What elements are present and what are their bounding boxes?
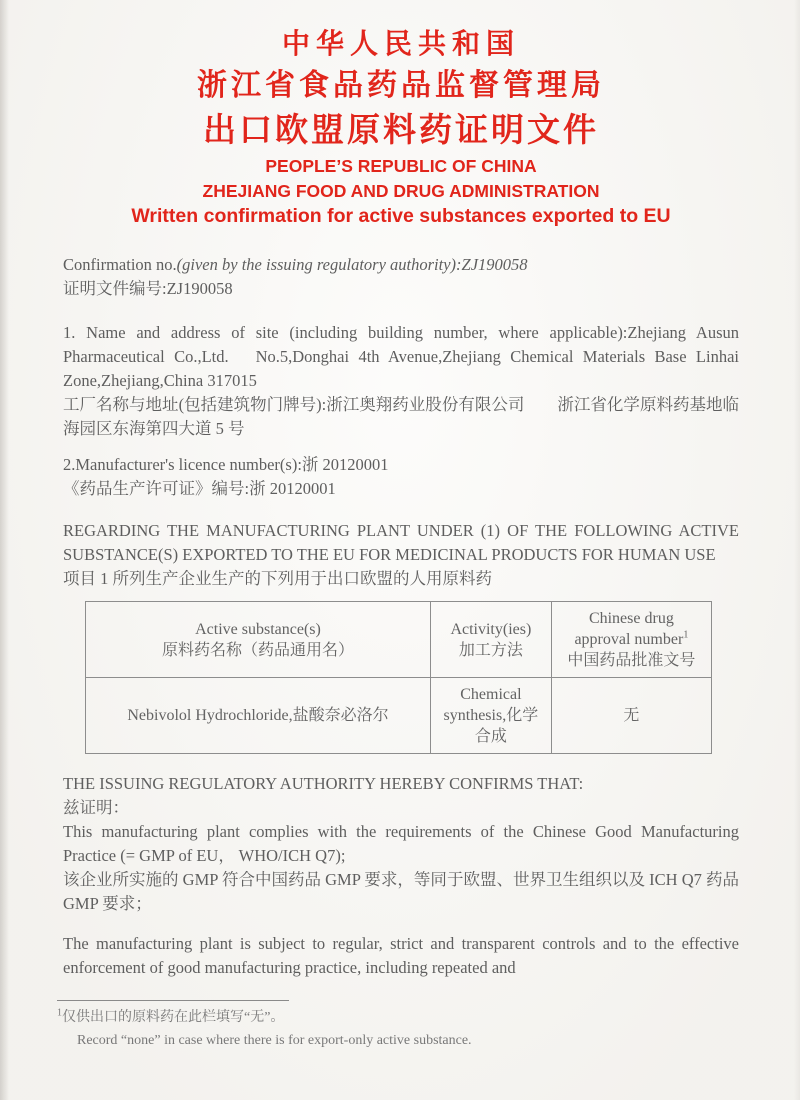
confirmation-no-label: Confirmation no. [63, 255, 177, 274]
title-en-doc: Written confirmation for active substances exported to EU [131, 205, 671, 227]
footnote-line-en: Record “none” in case where there is for export-only active substance. [77, 1033, 472, 1048]
substances-table [85, 601, 712, 754]
table-header-row [86, 602, 712, 678]
gmp-paragraph-cn: 该企业所实施的 GMP 符合中国药品 GMP 要求，等同于欧盟、世界卫生组织以及 ICH Q7 药品 GMP 要求； [63, 870, 739, 913]
title-cn-doc: 出口欧盟原料药证明文件 [203, 113, 599, 149]
title-en-authority: ZHEJIANG FOOD AND DRUG ADMINISTRATION [202, 181, 600, 201]
footnote-block [57, 1000, 617, 1052]
licence-number-cn: 《药品生产许可证》编号:浙 20120001 [63, 479, 336, 498]
site-address-block [63, 321, 739, 441]
site-address-en: 1. Name and address of site (including building number, where applicable):Zhejiang Ausun Pharmaceutical Co.,Ltd. No.5,Donghai 4th Avenue,Zhejiang Chemical Materials Base Linhai Zone,Zhejiang,China 317015 [63, 323, 739, 390]
confirms-heading-cn: 兹证明： [63, 798, 129, 817]
approval-header-cn: 中国药品批准文号 [567, 652, 696, 669]
title-en-country: PEOPLE’S REPUBLIC OF CHINA [265, 156, 537, 176]
title-cn-authority: 浙江省食品药品监督管理局 [197, 69, 605, 102]
controls-paragraph-en: The manufacturing plant is subject to regular, strict and transparent controls and to the effective enforcement of good manufacturing practice, including repeated and [63, 934, 739, 977]
cell-active-substance: Nebivolol Hydrochloride,盐酸奈必洛尔 [86, 678, 431, 754]
approval-header-line2-text: approval number [574, 631, 684, 648]
regarding-en: REGARDING THE MANUFACTURING PLANT UNDER (1) OF THE FOLLOWING ACTIVE SUBSTANCE(S) EXPORTED TO THE EU FOR MEDICINAL PRODUCTS FOR HUMAN USE [63, 521, 739, 564]
activity-header-en: Activity(ies) [450, 620, 532, 638]
footnote-ref-mark: 1 [683, 629, 689, 641]
header-cell-approval-number [551, 602, 711, 678]
header-cell-activity [431, 602, 552, 678]
footnote-cn-text: 仅供出口的原料药在此栏填写“无”。 [62, 1010, 285, 1025]
active-substance-header-en: Active substance(s) [195, 620, 321, 638]
header-title-group [63, 26, 739, 229]
confirmation-no-line-cn: 证明文件编号:ZJ190058 [63, 279, 233, 298]
approval-header-line2 [558, 629, 705, 650]
active-substance-header-cn: 原料药名称（药品通用名） [161, 641, 354, 659]
header-cell-active-substance [86, 602, 431, 678]
activity-header-cn: 加工方法 [458, 641, 523, 659]
licence-number-block [63, 453, 739, 501]
cell-approval-number: 无 [551, 678, 711, 754]
licence-number-en: 2.Manufacturer's licence number(s):浙 20120001 [63, 455, 389, 474]
site-address-cn: 工厂名称与地址(包括建筑物门牌号):浙江奥翔药业股份有限公司 浙江省化学原料药基地临海园区东海第四大道 5 号 [63, 395, 739, 438]
confirmation-no-line-en [63, 253, 739, 277]
confirmation-number-block [63, 253, 739, 301]
confirms-block [63, 772, 739, 980]
regarding-block [63, 519, 739, 591]
footnote-line-cn [57, 1006, 617, 1029]
approval-header-line1: Chinese drug [588, 610, 674, 627]
footnote-separator [57, 1000, 289, 1001]
footnote-ref: 1 [57, 1007, 62, 1019]
regarding-cn: 项目 1 所列生产企业生产的下列用于出口欧盟的人用原料药 [63, 569, 492, 588]
confirmation-no-value: (given by the issuing regulatory authority):ZJ190058 [176, 255, 528, 274]
confirms-heading-en: THE ISSUING REGULATORY AUTHORITY HEREBY CONFIRMS THAT: [63, 774, 584, 793]
title-cn-country: 中华人民共和国 [281, 29, 520, 60]
gmp-paragraph-en: This manufacturing plant complies with the requirements of the Chinese Good Manufacturing Practice (= GMP of EU， WHO/ICH Q7); [63, 822, 739, 865]
table-row [86, 678, 712, 754]
cell-activity: Chemical synthesis,化学合成 [431, 678, 552, 754]
